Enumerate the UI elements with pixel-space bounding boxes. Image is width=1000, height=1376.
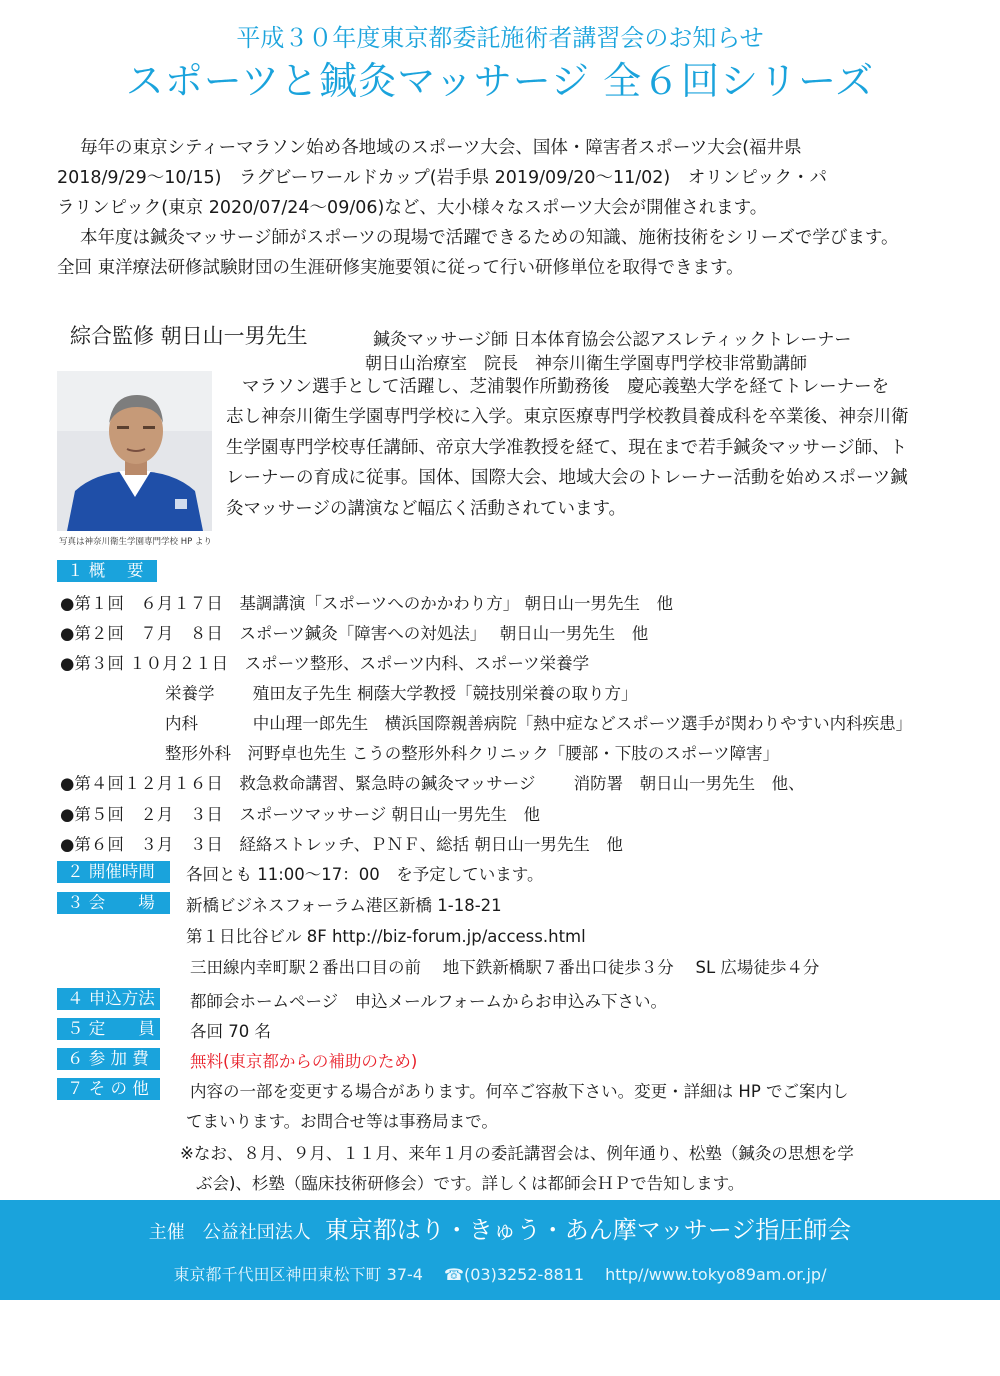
section-label-capacity: ５ 定 員 [57, 1018, 160, 1040]
other-line-1: 内容の一部を変更する場合があります。何卒ご容赦下さい。変更・詳細は HP でご案内し [190, 1082, 849, 1101]
other-line-2: てまいります。お問合せ等は事務局まで。 [186, 1112, 498, 1131]
session-1: ●第１回 ６月１７日 基調講演「スポーツへのかかわり方」 朝日山一男先生 他 [60, 594, 673, 613]
supervisor-credentials-2: 朝日山治療室 院長 神奈川衛生学園専門学校非常勤講師 [365, 354, 807, 374]
intro-line-1: 毎年の東京シティーマラソン始め各地域のスポーツ大会、国体・障害者スポーツ大会(福井県 [80, 138, 802, 158]
note-line-1: ※なお、８月、９月、１１月、来年１月の委託講習会は、例年通り、松塾（鍼灸の思想を学 [180, 1144, 854, 1163]
series-title: スポーツと鍼灸マッサージ 全６回シリーズ [125, 59, 875, 103]
supervisor-photo [57, 371, 212, 531]
supervisor-portrait-icon [57, 371, 212, 531]
footer-phone: ☎(03)3252-8811 [444, 1265, 585, 1284]
venue-access: 三田線内幸町駅２番出口目の前 地下鉄新橋駅７番出口徒歩３分 SL 広場徒歩４分 [190, 958, 820, 977]
venue-address: 新橋ビジネスフォーラム港区新橋 1-18-21 [186, 896, 502, 915]
photo-caption: 写真は神奈川衛生学園専門学校 HP より [59, 537, 212, 547]
bio-line-1: マラソン選手として活躍し、芝浦製作所勤務後 慶応義塾大学を経てトレーナーを [242, 377, 890, 397]
footer-contact-line [0, 1262, 1000, 1285]
footer-host-line [0, 1210, 1000, 1245]
session-3-orthopedics: 整形外科 河野卓也先生 こうの整形外科クリニック「腰部・下肢のスポーツ障害」 [165, 744, 780, 763]
footer-organization: 東京都はり・きゅう・あん摩マッサージ指圧師会 [324, 1216, 852, 1244]
time-value: 各回とも 11:00～17：00 を予定しています。 [186, 865, 544, 884]
session-3-internal-medicine: 内科 中山理一郎先生 横浜国際親善病院「熱中症などスポーツ選手が関わりやすい内科疾患」 [165, 714, 913, 733]
section-label-fee: ６ 参 加 費 [57, 1048, 160, 1070]
section-label-venue: ３ 会 場 [57, 892, 170, 914]
bio-line-5: 灸マッサージの講演など幅広く活動されています。 [226, 499, 627, 519]
session-5: ●第５回 ２月 ３日 スポーツマッサージ 朝日山一男先生 他 [60, 805, 540, 824]
session-6: ●第６回 ３月 ３日 経絡ストレッチ、ＰＮＦ、総括 朝日山一男先生 他 [60, 835, 623, 854]
footer-host-prefix: 主催 公益社団法人 [148, 1222, 311, 1243]
intro-line-5: 全回 東洋療法研修試験財団の生涯研修実施要領に従って行い研修単位を取得できます。 [57, 258, 744, 278]
section-label-time: ２ 開催時間 [57, 861, 170, 883]
apply-value: 都師会ホームページ 申込メールフォームからお申込み下さい。 [190, 992, 668, 1011]
bio-line-3: 生学園専門学校専任講師、帝京大学准教授を経て、現在まで若手鍼灸マッサージ師、ト [226, 438, 908, 458]
footer-url[interactable]: http//www.tokyo89am.or.jp/ [605, 1265, 827, 1284]
session-3-nutrition: 栄養学 殖田友子先生 桐蔭大学教授「競技別栄養の取り方」 [165, 684, 638, 703]
fee-value: 無料(東京都からの補助のため) [190, 1052, 418, 1071]
bio-line-4: レーナーの育成に従事。国体、国際大会、地域大会のトレーナー活動を始めスポーツ鍼 [226, 468, 908, 488]
intro-line-3: ラリンピック(東京 2020/07/24～09/06)など、大小様々なスポーツ大会が開催されます。 [57, 198, 768, 218]
bio-line-2: 志し神奈川衛生学園専門学校に入学。東京医療専門学校教員養成科を卒業後、神奈川衛 [226, 407, 909, 427]
section-label-other: ７ そ の 他 [57, 1078, 160, 1100]
intro-line-4: 本年度は鍼灸マッサージ師がスポーツの現場で活躍できるための知識、施術技術をシリーズで学びます。 [80, 228, 899, 248]
supervisor-role: 綜合監修 朝日山一男先生 [70, 324, 308, 348]
announcement-subtitle: 平成３０年度東京都委託施術者講習会のお知らせ [236, 24, 764, 52]
section-label-apply: ４ 申込方法 [57, 988, 160, 1010]
intro-line-2: 2018/9/29～10/15) ラグビーワールドカップ(岩手県 2019/09/20～11/02) オリンピック・パ [57, 168, 828, 188]
session-2: ●第２回 ７月 ８日 スポーツ鍼灸「障害への対処法」 朝日山一男先生 他 [60, 624, 649, 643]
section-label-overview: １ 概 要 [57, 560, 157, 582]
capacity-value: 各回 70 名 [190, 1022, 271, 1041]
session-3: ●第３回 １０月２１日 スポーツ整形、スポーツ内科、スポーツ栄養学 [60, 654, 590, 673]
supervisor-credentials-1: 鍼灸マッサージ師 日本体育協会公認アスレティックトレーナー [373, 330, 852, 350]
venue-building-url: 第１日比谷ビル 8F http://biz-forum.jp/access.html [186, 927, 586, 946]
note-line-2: ぶ会)、杉塾（臨床技術研修会）です。詳しくは都師会ＨＰで告知します。 [196, 1174, 745, 1193]
footer-address: 東京都千代田区神田東松下町 37-4 [173, 1265, 439, 1284]
session-4: ●第４回１２月１６日 救急救命講習、緊急時の鍼灸マッサージ 消防署 朝日山一男先生 他、 [60, 774, 805, 793]
